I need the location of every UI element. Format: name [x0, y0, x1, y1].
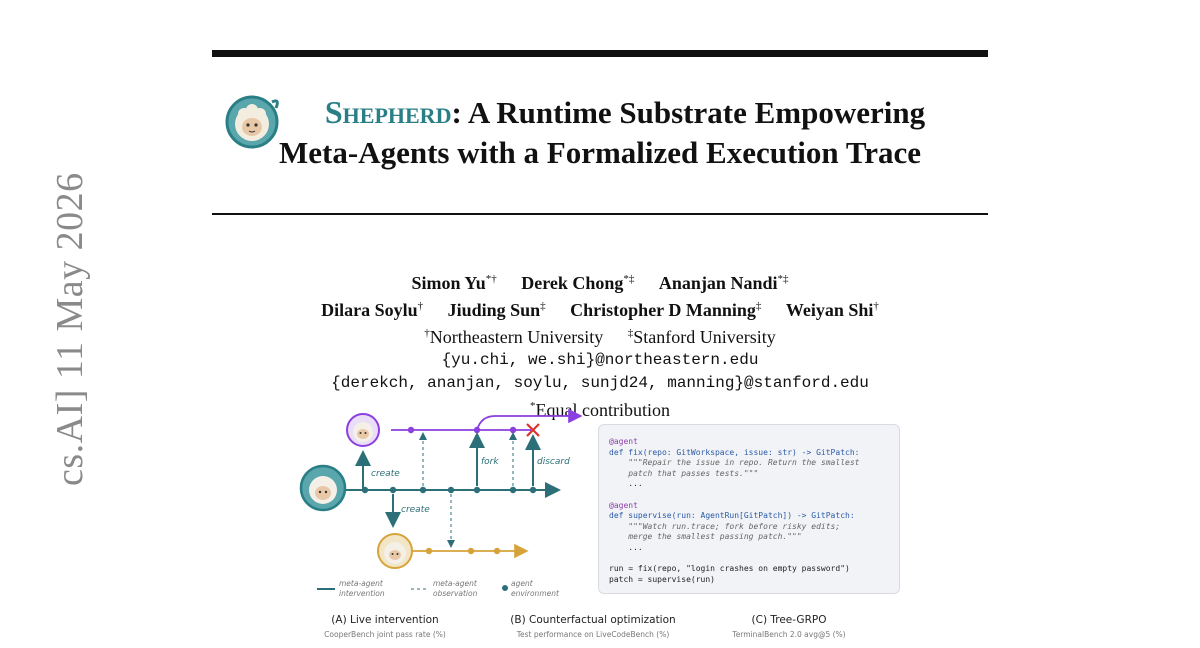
panel-title: (A) Live intervention — [331, 614, 439, 626]
author-row-2 — [212, 295, 988, 322]
code-line: @agent — [609, 437, 638, 446]
brand-name: Shepherd — [324, 94, 452, 130]
code-line — [609, 490, 889, 501]
arxiv-side-stamp: cs.AI] 11 May 2026 — [49, 172, 91, 486]
title-bottom-rule — [212, 213, 988, 215]
code-line: def fix(repo: GitWorkspace, issue: str) -> GitPatch: — [609, 447, 860, 457]
code-line — [609, 554, 889, 565]
panel-subtitle: TerminalBench 2.0 avg@5 (%) — [732, 630, 846, 639]
gold-sheep-avatar — [378, 534, 412, 568]
panel-subtitle: Test performance on LiveCodeBench (%) — [516, 630, 670, 639]
legend-observation-line2: observation — [433, 589, 478, 598]
teal-agent-trace — [339, 487, 557, 493]
author: Weiyan Shi† — [785, 300, 879, 320]
code-line: """Repair the issue in repo. Return the smallest — [609, 458, 860, 468]
legend-intervention-line2: intervention — [339, 589, 385, 598]
title-line-1-text: : A Runtime Substrate Empowering — [451, 95, 926, 130]
affiliation: †Northeastern University — [424, 327, 604, 347]
fork-label: fork — [481, 457, 499, 467]
code-line: patch = supervise(run) — [609, 574, 715, 584]
paper-title — [212, 92, 988, 173]
discard-label: discard — [537, 457, 570, 467]
code-line: patch that passes tests.""" — [609, 468, 759, 478]
title-top-rule — [212, 50, 988, 57]
code-snippet — [598, 424, 900, 594]
author: Simon Yu*† — [411, 273, 497, 293]
code-line: merge the smallest passing patch.""" — [609, 532, 802, 542]
email-northeastern: {yu.chi, we.shi}@northeastern.edu — [441, 351, 759, 369]
legend-intervention-line1: meta-agent — [339, 579, 383, 588]
legend-observation-line1: meta-agent — [433, 579, 477, 588]
panel-counterfactual — [498, 614, 688, 639]
code-line: ... — [609, 479, 643, 489]
panel-title: (B) Counterfactual optimization — [510, 614, 676, 626]
diagram-legend — [317, 579, 560, 598]
code-line: def supervise(run: AgentRun[GitPatch]) -> GitPatch: — [609, 511, 855, 521]
equal-contribution-note: *Equal contribution — [530, 400, 670, 420]
legend-environment-line1: agent — [511, 579, 533, 588]
affiliations — [212, 322, 988, 349]
code-line: ... — [609, 542, 643, 552]
author: Jiuding Sun‡ — [447, 300, 546, 320]
author: Derek Chong*‡ — [521, 273, 635, 293]
panel-title: (C) Tree-GRPO — [751, 614, 827, 626]
panel-live-intervention — [290, 614, 480, 639]
purple-agent-trace — [391, 416, 579, 436]
panel-tree-grpo — [694, 614, 884, 639]
author: Christopher D Manning‡ — [570, 300, 762, 320]
code-line: @agent — [609, 500, 638, 510]
create-label-bottom: create — [401, 505, 430, 515]
title-line-2: Meta-Agents with a Formalized Execution Trace — [279, 135, 921, 170]
legend-environment-line2: environment — [511, 589, 559, 598]
author: Ananjan Nandi*‡ — [658, 273, 789, 293]
panel-subtitle: CooperBench joint pass rate (%) — [324, 630, 446, 639]
gold-agent-trace — [413, 548, 525, 554]
teal-sheep-avatar — [301, 466, 345, 510]
author: Dilara Soylu† — [321, 300, 424, 320]
author-block — [212, 268, 988, 422]
create-label-top: create — [371, 469, 400, 479]
purple-sheep-avatar — [347, 414, 379, 446]
email-stanford: {derekch, ananjan, soylu, sunjd24, manning}@stanford.edu — [331, 374, 869, 392]
affiliation: ‡Stanford University — [627, 327, 776, 347]
code-line: run = fix(repo, "login crashes on empty password") — [609, 564, 850, 574]
code-line: """Watch run.trace; fork before risky edits; — [609, 521, 841, 531]
title-line-1 — [212, 92, 988, 133]
author-row-1 — [212, 268, 988, 295]
